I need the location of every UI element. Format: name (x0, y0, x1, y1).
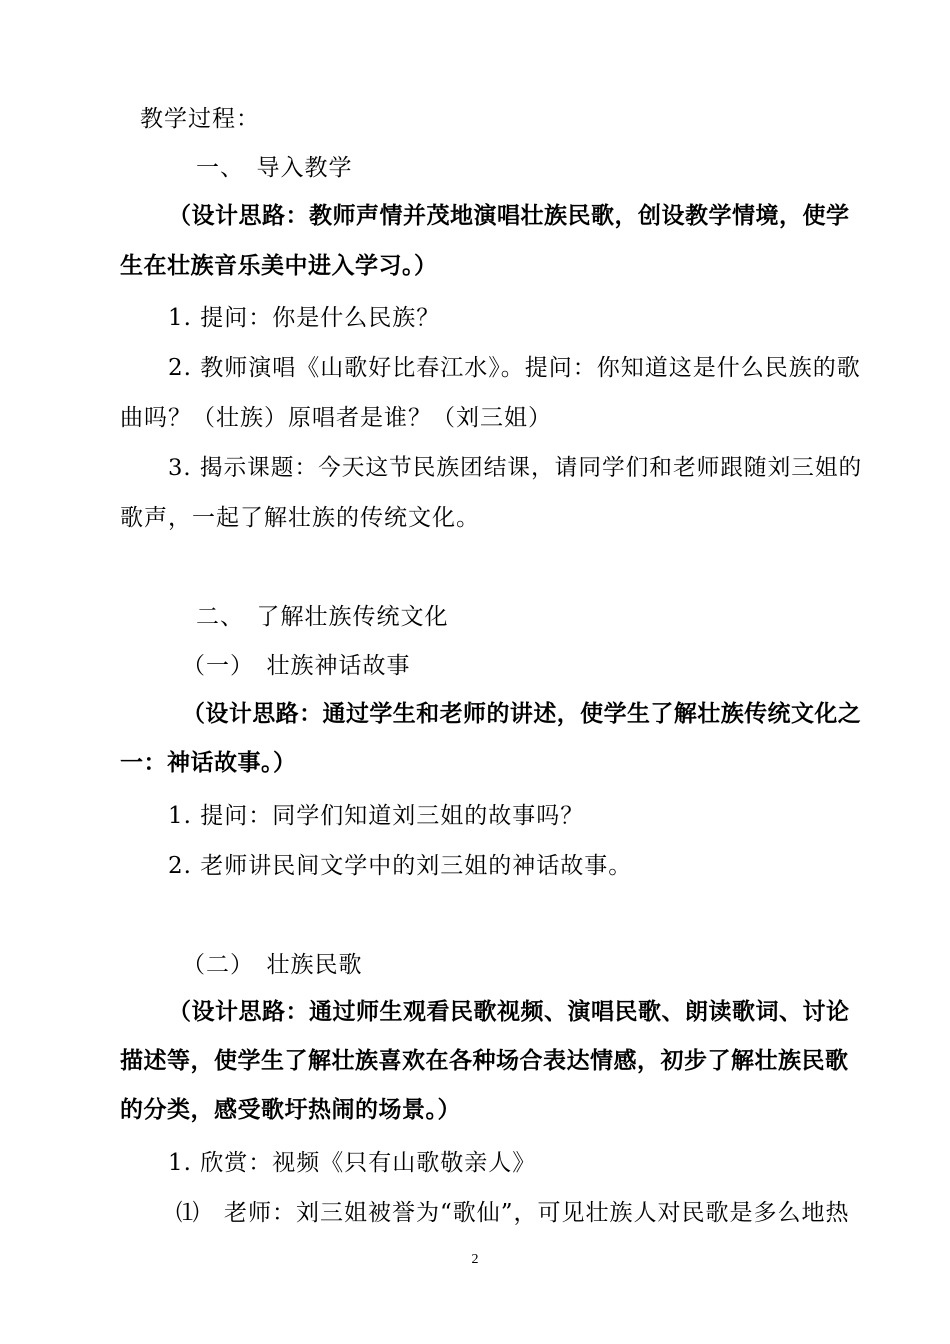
subsection-2-item-1-sub-1: ⑴ 老师：刘三姐被誉为“歌仙”，可见壮族人对民歌是多么地热 (176, 1200, 850, 1226)
section-1-design-line-1: （设计思路：教师声情并茂地演唱壮族民歌，创设教学情境，使学 (168, 203, 850, 229)
subsection-2-title: （二） 壮族民歌 (182, 952, 363, 978)
subsection-2-item-1: 1. 欣赏：视频《只有山歌敬亲人》 (168, 1150, 537, 1176)
subsection-2-design-line-2: 描述等，使学生了解壮族喜欢在各种场合表达情感，初步了解壮族民歌 (120, 1048, 849, 1074)
section-1-item-2-line-2: 曲吗？（壮族）原唱者是谁？（刘三姐） (120, 405, 552, 431)
subsection-1-item-2: 2. 老师讲民间文学中的刘三姐的神话故事。 (168, 853, 633, 879)
section-1-item-3-line-1: 3. 揭示课题：今天这节民族团结课，请同学们和老师跟随刘三姐的 (168, 455, 863, 481)
subsection-1-item-1: 1. 提问：同学们知道刘三姐的故事吗？ (168, 803, 585, 829)
section-1-item-3-line-2: 歌声，一起了解壮族的传统文化。 (120, 505, 480, 531)
page-number: 2 (471, 1252, 479, 1267)
section-1-item-1: 1. 提问：你是什么民族？ (168, 305, 441, 331)
section-2-title: 二、 了解壮族传统文化 (196, 604, 449, 630)
section-1-design-line-2: 生在壮族音乐美中进入学习。） (120, 253, 438, 279)
section-1-title: 一、 导入教学 (196, 155, 353, 181)
subsection-2-design-line-1: （设计思路：通过师生观看民歌视频、演唱民歌、朗读歌词、讨论 (168, 999, 850, 1025)
process-heading: 教学过程： (140, 106, 260, 132)
subsection-1-design-line-1: （设计思路：通过学生和老师的讲述，使学生了解壮族传统文化之 (182, 701, 862, 727)
subsection-1-title: （一） 壮族神话故事 (182, 653, 411, 679)
section-1-item-2-line-1: 2. 教师演唱《山歌好比春江水》。提问：你知道这是什么民族的歌 (168, 355, 861, 381)
subsection-1-design-line-2: 一：神话故事。） (120, 750, 297, 776)
subsection-2-design-line-3: 的分类，感受歌圩热闹的场景。） (120, 1097, 461, 1123)
